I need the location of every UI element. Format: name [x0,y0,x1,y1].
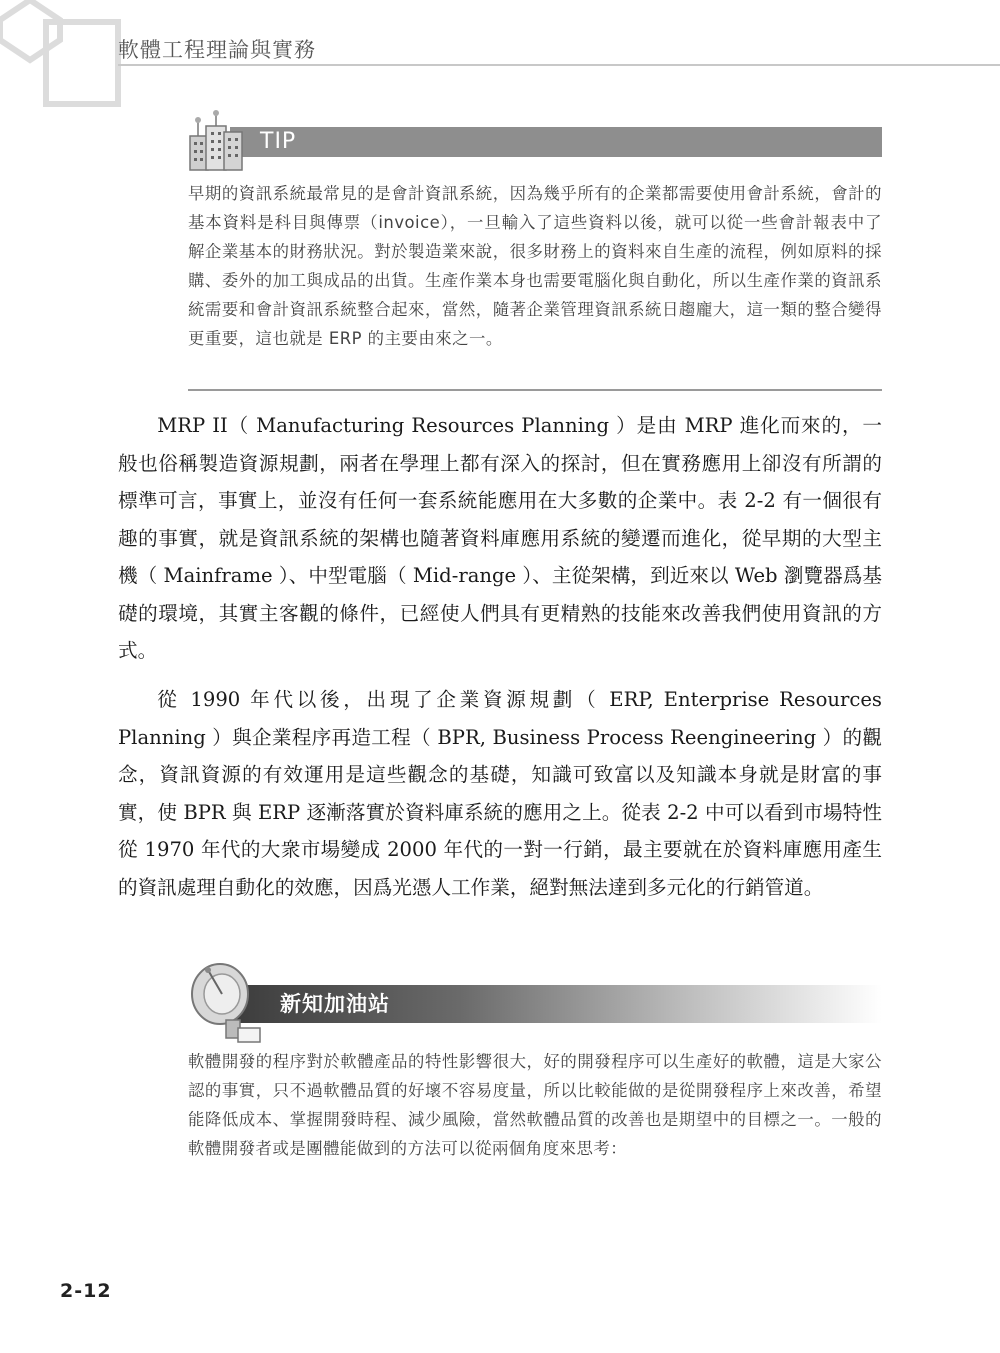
tip-buildings-icon [186,110,248,174]
tip-bottom-rule [188,389,882,391]
news-label: 新知加油站 [280,992,390,1016]
tip-banner [230,127,882,157]
running-header: 軟體工程理論與實務 [118,38,316,62]
body-paragraph-2: 從 1990 年代以後，出現了企業資源規劃（ ERP, Enterprise Resources Planning ）與企業程序再造工程（ BPR, Business Process Reengineering ）的觀念，資訊資源的有效運用是這些觀念的基礎，知識可致富以及知識本身就是財富的事實，使 BPR 與 ERP 逐漸落實於資料庫系統的應用之上。從表 2-2 中可以看到市場特性從 1970 年代的大衆市場變成 2000 年代的一對一行銷，最主要就在於資料庫應用產生的資訊處理自動化的效應，因爲光憑人工作業，絕對無法達到多元化的行銷管道。 [118,688,882,899]
tip-body-text: 早期的資訊系統最常見的是會計資訊系統，因為幾乎所有的企業都需要使用會計系統，會計的基本資料是科目與傳票（invoice），一旦輸入了這些資料以後，就可以從一些會計報表中了解企業基本的財務狀況。對於製造業來說，很多財務上的資料來自生產的流程，例如原料的採購、委外的加工與成品的出貨。生產作業本身也需要電腦化與自動化，所以生產作業的資訊系統需要和會計資訊系統整合起來，當然，隨著企業管理資訊系統日趨龐大，這一類的整合變得更重要，這也就是 ERP 的主要由來之一。 [188,184,882,348]
page-number: 2-12 [60,1280,112,1302]
body-paragraph-1: MRP II（ Manufacturing Resources Planning ）是由 MRP 進化而來的，一般也俗稱製造資源規劃，兩者在學理上都有深入的探討，但在實務應用上卻沒有所謂的標準可言，事實上，並沒有任何一套系統能應用在大多數的企業中。表 2-2 有一個很有趣的事實，就是資訊系統的架構也隨著資料庫應用系統的變遷而進化，從早期的大型主機（ Mainframe ）、中型電腦（ Mid-range ）、主從架構，到近來以 Web 瀏覽器爲基礎的環境，其實主客觀的條件，已經使人們具有更精熟的技能來改善我們使用資訊的方式。 [118,414,882,662]
tip-label: TIP [260,129,297,154]
header-rule [118,64,1000,66]
satellite-dish-icon [186,958,266,1048]
news-body-text: 軟體開發的程序對於軟體產品的特性影響很大，好的開發程序可以生產好的軟體，這是大家公認的事實，只不過軟體品質的好壞不容易度量，所以比較能做的是從開發程序上來改善，希望能降低成本、掌握開發時程、減少風險，當然軟體品質的改善也是期望中的目標之一。一般的軟體開發者或是團體能做到的方法可以從兩個角度來思考： [188,1052,882,1158]
corner-decoration [0,0,130,110]
